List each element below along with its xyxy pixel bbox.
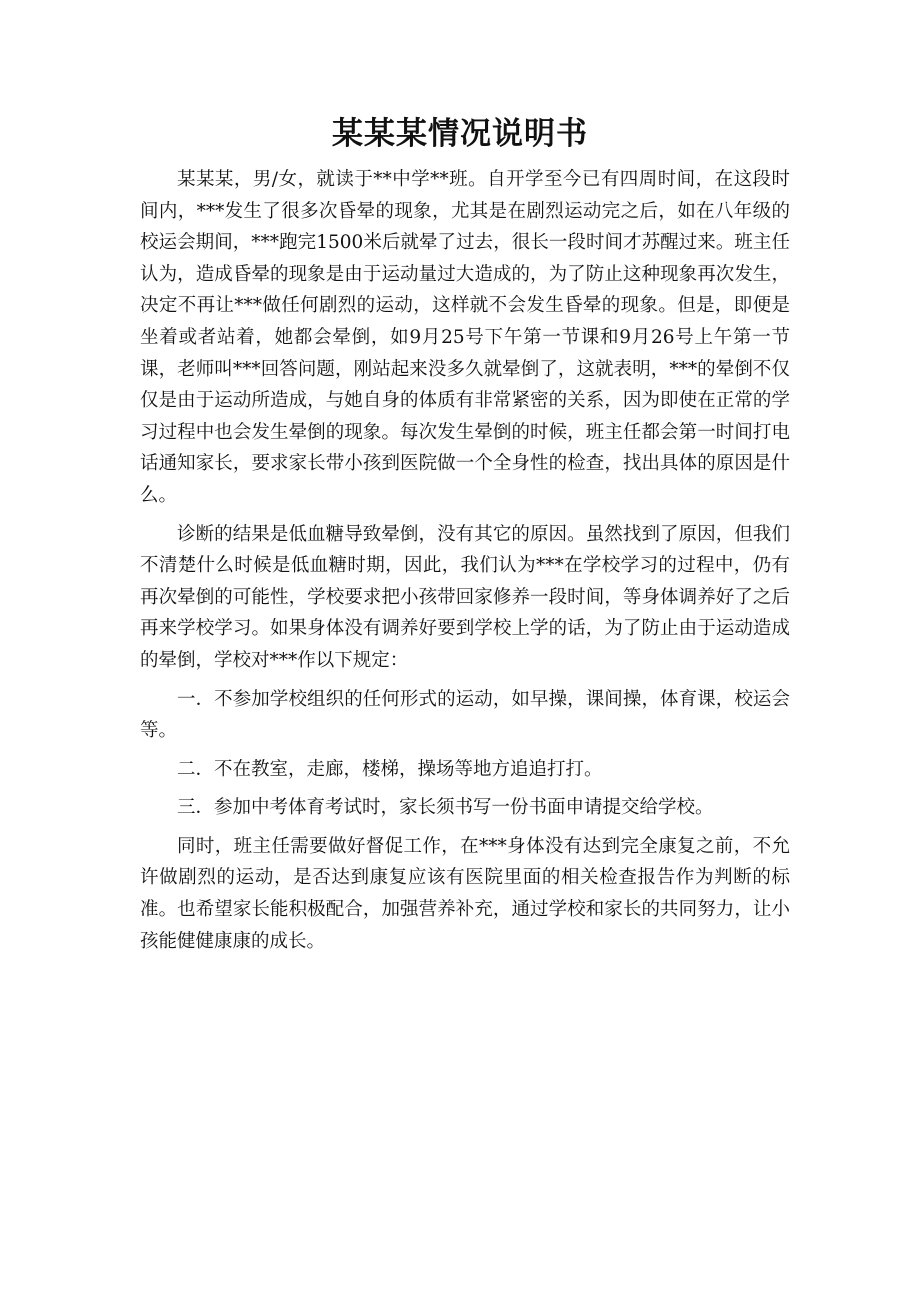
paragraph-situation: 某某某，男/女，就读于**中学**班。自开学至今已有四周时间，在这段时间内，***发生了很多次昏晕的现象，尤其是在剧烈运动完之后，如在八年级的校运会期间，***跑完1500米后就晕了过去，很长一段时间才苏醒过来。班主任认为，造成昏晕的现象是由于运动量过大造成的，为了防止这种现象再次发生，决定不再让***做任何剧烈的运动，这样就不会发生昏晕的现象。但是，即便是坐着或者站着，她都会晕倒，如9月25号下午第一节课和9月26号上午第一节课，老师叫***回答问题，刚站起来没多久就晕倒了，这就表明，***的晕倒不仅仅是由于运动所造成，与她自身的体质有非常紧密的关系，因为即使在正常的学习过程中也会发生晕倒的现象。每次发生晕倒的时候，班主任都会第一时间打电话通知家长，要求家长带小孩到医院做一个全身性的检查，找出具体的原因是什么。 xyxy=(140,169,790,506)
document-body xyxy=(140,164,790,957)
document-title: 某某某情况说明书 xyxy=(332,116,588,152)
rule-item-1: 一．不参加学校组织的任何形式的运动，如早操，课间操，体育课，校运会等。 xyxy=(140,688,790,742)
paragraph-diagnosis: 诊断的结果是低血糖导致晕倒，没有其它的原因。虽然找到了原因，但我们不清楚什么时候是低血糖时期，因此，我们认为***在学校学习的过程中，仍有再次晕倒的可能性，学校要求把小孩带回家修养一段时间，等身体调养好了之后再来学校学习。如果身体没有调养好要到学校上学的话，为了防止由于运动造成的晕倒，学校对***作以下规定： xyxy=(140,523,790,671)
rule-item-3: 三．参加中考体育考试时，家长须书写一份书面申请提交给学校。 xyxy=(177,797,714,819)
rule-item-2: 二．不在教室，走廊，楼梯，操场等地方追追打打。 xyxy=(177,758,603,780)
paragraph-closing: 同时，班主任需要做好督促工作，在***身体没有达到完全康复之前，不允许做剧烈的运动，是否达到康复应该有医院里面的相关检查报告作为判断的标准。也希望家长能积极配合，加强营养补充，通过学校和家长的共同努力，让小孩能健健康康的成长。 xyxy=(140,835,790,952)
